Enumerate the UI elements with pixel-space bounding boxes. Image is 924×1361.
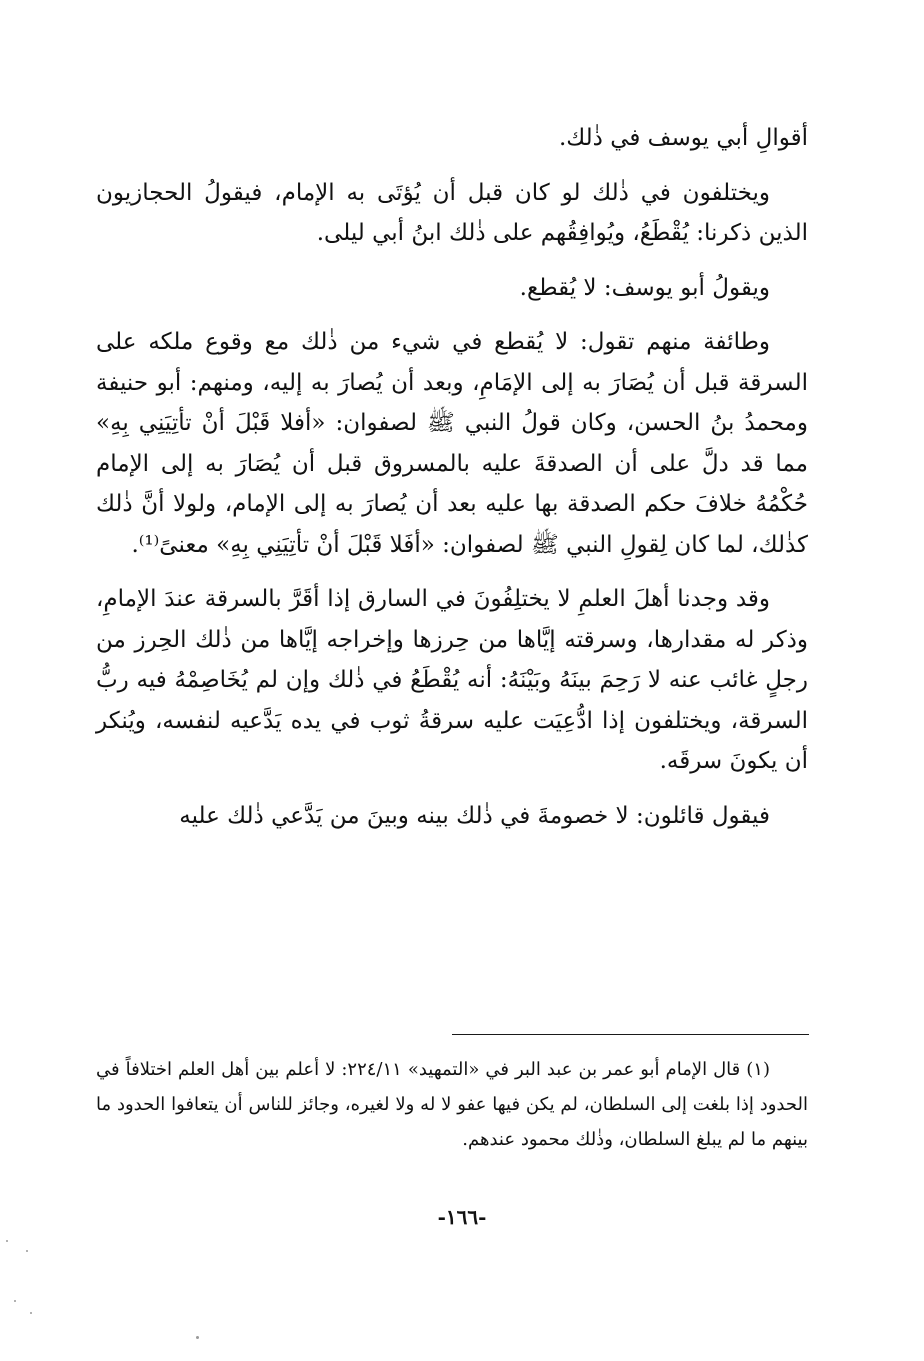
- main-text: [96, 118, 808, 850]
- scan-speck: [30, 1312, 32, 1314]
- paragraph-5: وقد وجدنا أهلَ العلمِ لا يختلِفُونَ في السارق إذا أقَرَّ بالسرقة عندَ الإمامِ، وذكر له مقدارها، وسرقته إيَّاها من حِرزها وإخراجه إيَّاها من ذٰلك الحِرز من رجلٍ غائب عنه لا رَحِمَ بينَهُ وبَيْنَهُ: أنه يُقْطَعُ في ذٰلك وإن لم يُخَاصِمْهُ فيه ربُّ السرقة، ويختلفون إذا ادُّعِيَت عليه سرقةُ ثوب في يده يَدَّعيه لنفسه، ويُنكر أن يكونَ سرقَه.: [96, 586, 808, 774]
- scan-speck: [196, 1336, 199, 1339]
- page-number: -١٦٦-: [437, 1205, 487, 1229]
- scan-speck: [6, 1240, 8, 1242]
- paragraph-2: ويختلفون في ذٰلك لو كان قبل أن يُؤتَى به الإمام، فيقولُ الحجازيون الذين ذكرنا: يُقْطَعُ، ويُوافِقُهم على ذٰلك ابنُ أبي ليلى.: [96, 179, 808, 246]
- scan-speck: [14, 1300, 16, 1302]
- footnote-separator: [452, 1034, 809, 1035]
- paragraph-4: وطائفة منهم تقول: لا يُقطع في شيء من ذٰلك مع وقوع ملكه على السرقة قبل أن يُصَارَ به إلى الإمَامِ، وبعد أن يُصارَ به إليه، ومنهم: أبو حنيفة ومحمدُ بنُ الحسن، وكان قولُ النبي ﷺ لصفوان: «أفلا قَبْلَ أنْ تأتِيَنِي بِهِ» مما قد دلَّ على أن الصدقةَ عليه بالمسروق قبل أن يُصَارَ به إلى الإمام حُكْمُهُ خلافَ حكم الصدقة بها عليه بعد أن يُصارَ به إلى الإمام، ولولا أنَّ ذٰلك كذٰلك، لما كان لِقولِ النبي ﷺ لصفوان: «أفَلا قَبْلَ أنْ تأتِيَنِي بِهِ» معنىً⁽¹⁾.: [96, 329, 808, 558]
- scan-speck: [26, 1250, 28, 1252]
- paragraph-1: أقوالِ أبي يوسف في ذٰلك.: [558, 125, 808, 151]
- paragraph-6: فيقول قائلون: لا خصومةَ في ذٰلك بينه وبينَ من يَدَّعي ذٰلك عليه: [179, 802, 770, 829]
- footnote: (١) قال الإمام أبو عمر بن عبد البر في «التمهيد» ٢٢٤/١١: لا أعلم بين أهل العلم اختلافاً في الحدود إذا بلغت إلى السلطان، لم يكن فيها عفو لا له ولا لغيره، وجائز للناس أن يتعافوا الحدود ما بينهم ما لم يبلغ السلطان، وذٰلك محمود عندهم.: [96, 1059, 808, 1150]
- paragraph-3: ويقولُ أبو يوسف: لا يُقطع.: [519, 274, 770, 301]
